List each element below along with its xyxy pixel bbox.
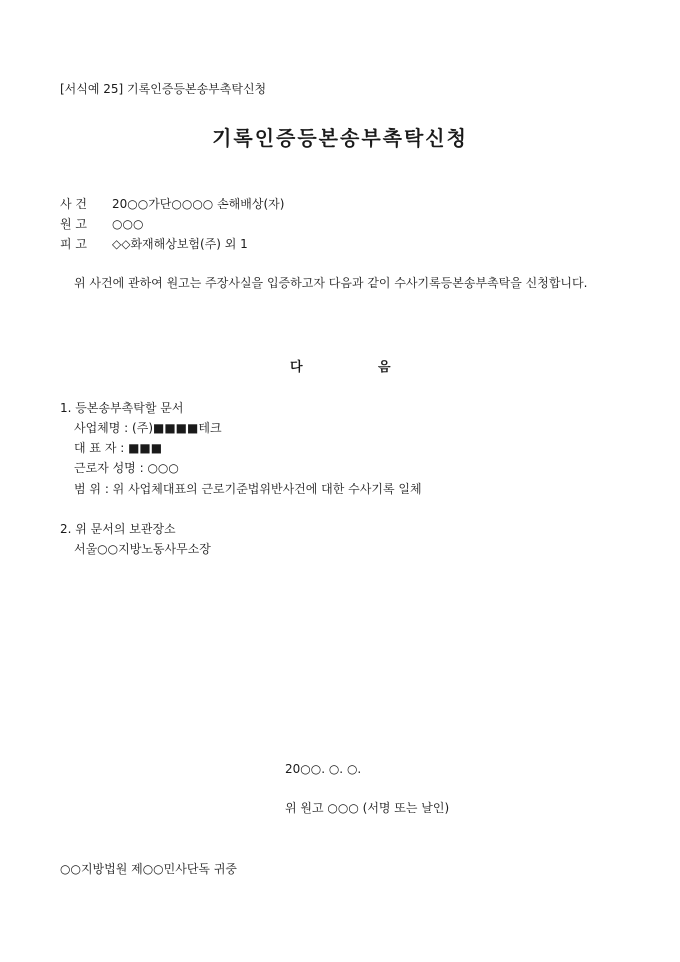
party-case-value: 20○○가단○○○○ 손해배상(자): [112, 197, 285, 211]
request-body: 위 사건에 관하여 원고는 주장사실을 입증하고자 다음과 같이 수사기록등본송부촉탁을 신청합니다.: [74, 276, 588, 290]
section1-item: 사업체명 : (주)■■■■테크: [74, 421, 222, 435]
section1-title: 1. 등본송부촉탁할 문서: [60, 401, 184, 415]
party-case: [60, 195, 284, 212]
filing-date: 20○○. ○. ○.: [285, 762, 362, 776]
section1-item: 근로자 성명 : ○○○: [74, 461, 179, 475]
party-plaintiff-label: 원 고: [60, 217, 87, 231]
section1-item: 범 위 : 위 사업체대표의 근로기준법위반사건에 대한 수사기록 일체: [74, 482, 422, 496]
heading-da: 다: [290, 360, 303, 375]
section2-item: 서울○○지방노동사무소장: [74, 542, 211, 556]
party-defendant-label: 피 고: [60, 237, 87, 251]
party-defendant: [60, 235, 248, 252]
party-plaintiff-value: ○○○: [112, 217, 144, 231]
document-title: 기록인증등본송부촉탁신청: [212, 126, 468, 150]
party-plaintiff: [60, 215, 143, 232]
court-addressee: ○○지방법원 제○○민사단독 귀중: [60, 862, 238, 876]
section1-item: 대 표 자 : ■■■: [74, 441, 163, 455]
form-number: [서식예 25] 기록인증등본송부촉탁신청: [60, 82, 267, 96]
party-case-label: 사 건: [60, 197, 87, 211]
section2-title: 2. 위 문서의 보관장소: [60, 522, 176, 536]
heading-eum: 음: [378, 360, 391, 375]
party-defendant-value: ◇◇화재해상보험(주) 외 1: [112, 237, 248, 251]
signature-line: 위 원고 ○○○ (서명 또는 날인): [285, 801, 450, 815]
